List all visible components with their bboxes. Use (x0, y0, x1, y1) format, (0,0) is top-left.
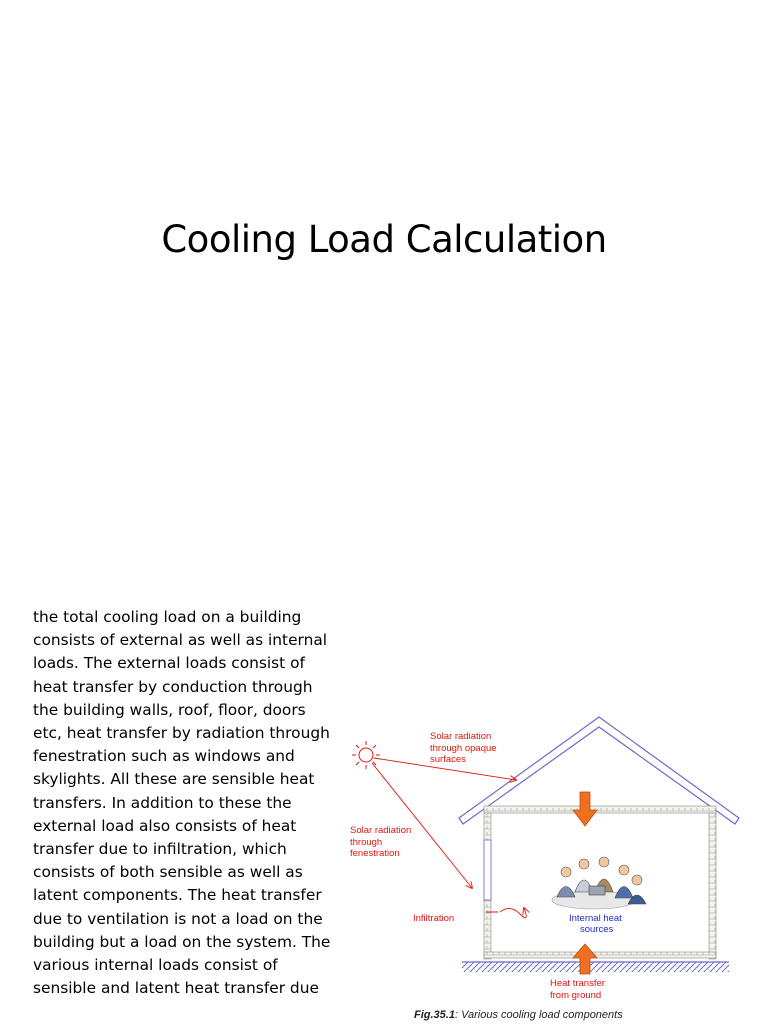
label-infiltration: Infiltration (413, 913, 455, 924)
floor-slab (484, 952, 716, 958)
people-group-icon (552, 857, 646, 909)
ground (462, 962, 729, 972)
label-solar-fenestration-line3: fenestration (350, 848, 400, 859)
label-solar-opaque-line2: through opaque (430, 743, 497, 754)
right-wall (709, 813, 716, 959)
figure-caption-text: : Various cooling load components (454, 1009, 623, 1021)
label-solar-opaque-line1: Solar radiation (430, 731, 492, 742)
label-ground-line1: Heat transfer (550, 978, 605, 989)
slide-title: Cooling Load Calculation (161, 218, 607, 261)
label-internal-heat-line2: sources (580, 924, 614, 935)
window (484, 840, 491, 900)
label-ground-line2: from ground (550, 990, 602, 1001)
sun-icon (352, 741, 380, 769)
figure-caption-number: Fig.35.1 (414, 1009, 455, 1021)
label-internal-heat-line1: Internal heat (569, 913, 622, 924)
label-solar-fenestration-line2: through (350, 837, 383, 848)
infiltration-arrow (486, 908, 526, 918)
body-text: the total cooling load on a building consists of external as well as internal loads. The external loads consist of heat transfer by conduction through the building walls, roof, floor, doors etc, heat transfer by radiation through fenestration such as windows and skylights. All these are sensible heat transfers. In addition to these the external load also consists of heat transfer due to infiltration, which consists of both sensible as well as latent components. The heat transfer due to ventilation is not a load on the building but a load on the system. The various internal loads consist of sensible and latent heat transfer due (33, 608, 331, 998)
cooling-load-figure (334, 700, 768, 1024)
ceiling-slab (484, 806, 716, 813)
figure-caption (414, 1009, 623, 1021)
label-solar-fenestration-line1: Solar radiation (350, 825, 412, 836)
label-solar-opaque-line3: surfaces (430, 754, 466, 765)
